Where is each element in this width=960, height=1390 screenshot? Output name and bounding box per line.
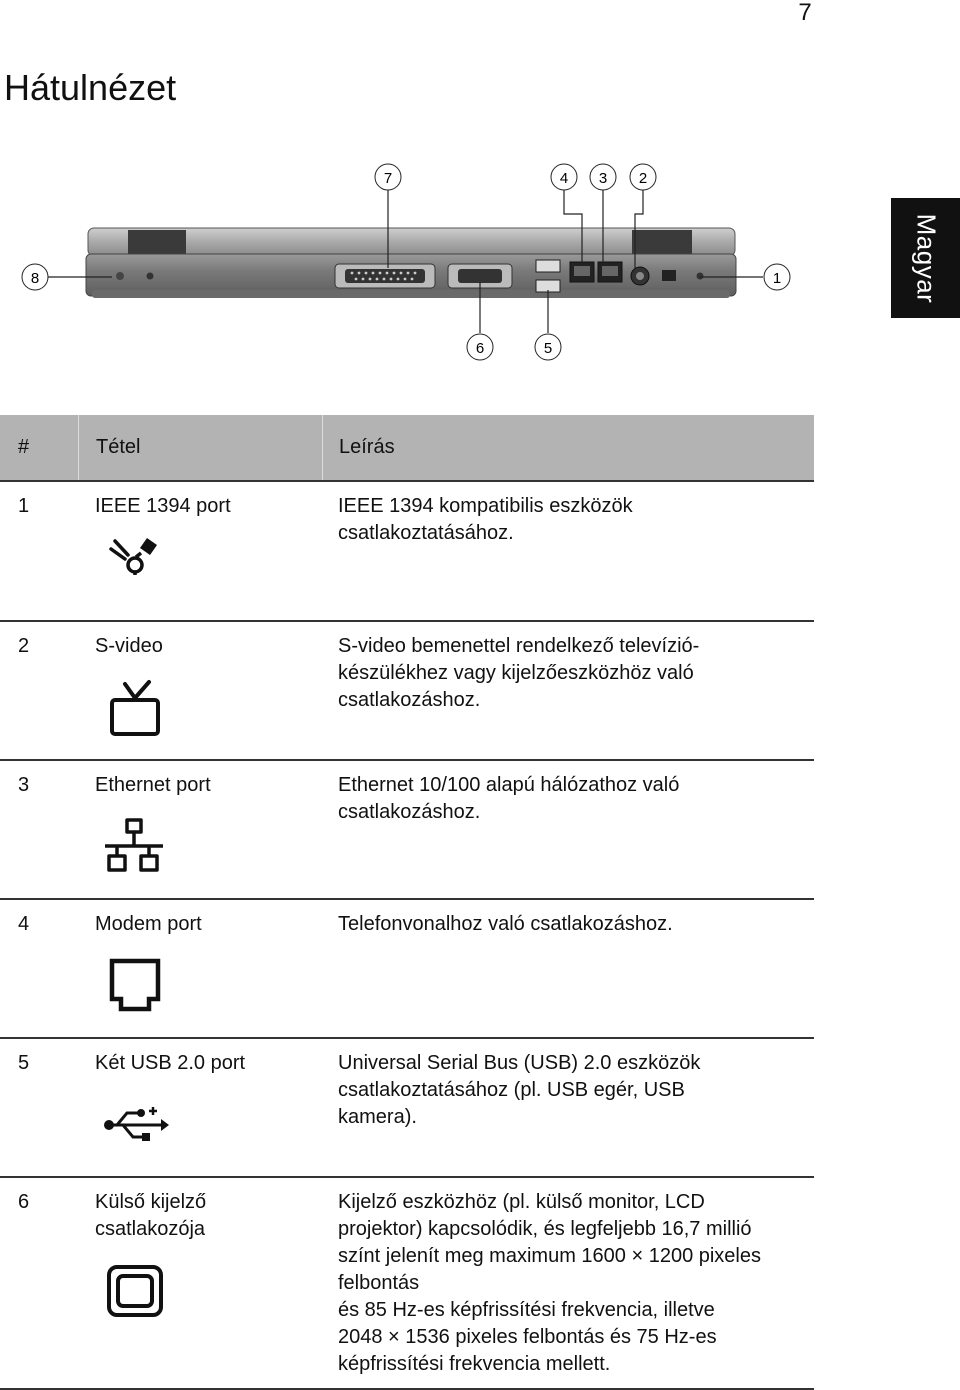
row-item: Két USB 2.0 port [95, 1052, 246, 1074]
row-num: 2 [18, 635, 30, 657]
table-row [0, 900, 814, 1039]
row-desc: Universal Serial Bus (USB) 2.0 eszközök csatlakoztatásához (pl. USB egér, USB kamera). [338, 1052, 701, 1128]
table-row [0, 1039, 814, 1178]
language-tab-label: Magyar [911, 213, 942, 303]
callout-1: 1 [772, 270, 782, 287]
row-item: Külső kijelző csatlakozója [95, 1191, 207, 1240]
ports-table [0, 415, 814, 1390]
row-num: 5 [18, 1052, 30, 1074]
callout-2: 2 [638, 170, 648, 187]
table-row [0, 482, 814, 622]
rear-view-figure [0, 150, 860, 380]
phone-jack-icon [103, 955, 167, 1015]
callout-7: 7 [383, 170, 393, 187]
row-num: 3 [18, 774, 30, 796]
row-num: 4 [18, 913, 30, 935]
callout-3: 3 [598, 170, 608, 187]
row-item: S-video [95, 635, 163, 657]
row-desc: Kijelző eszközhöz (pl. külső monitor, LCD projektor) kapcsolódik, és legfeljebb 16,7 millió színt jelenít meg maximum 1600 × 1200 pixeles felbontás és 85 Hz-es képfrissítési frekvencia, illetve 2048 × 1536 pixeles felbontás és 75 Hz-es képfrissítési frekvencia mellett. [338, 1191, 761, 1375]
row-desc: S-video bemenettel rendelkező televízió- készülékhez vagy kijelzőeszközhöz való csatlakozáshoz. [338, 635, 700, 711]
callout-8: 8 [30, 270, 40, 287]
row-num: 6 [18, 1191, 30, 1213]
row-desc: Telefonvonalhoz való csatlakozáshoz. [338, 913, 673, 935]
network-icon [103, 818, 167, 876]
header-item: Tétel [78, 415, 322, 480]
language-tab [891, 198, 960, 318]
row-desc: Ethernet 10/100 alapú hálózathoz való csatlakozáshoz. [338, 774, 680, 823]
ieee1394-icon [103, 535, 167, 575]
tv-icon [103, 678, 167, 738]
table-row [0, 761, 814, 900]
row-item: IEEE 1394 port [95, 495, 231, 517]
page-title: Hátulnézet [4, 67, 177, 108]
row-desc: IEEE 1394 kompatibilis eszközök csatlakoztatásához. [338, 495, 633, 544]
monitor-icon [103, 1263, 169, 1319]
row-item: Modem port [95, 913, 202, 935]
row-item: Ethernet port [95, 774, 211, 796]
callout-4: 4 [559, 170, 569, 187]
header-desc: Leírás [322, 415, 814, 480]
table-header [0, 415, 814, 482]
usb-icon [103, 1105, 169, 1145]
table-row [0, 1178, 814, 1390]
row-num: 1 [18, 495, 30, 517]
callout-5: 5 [543, 340, 553, 357]
page-number: 7 [798, 0, 812, 26]
laptop-rear-illustration [0, 150, 860, 380]
header-num: # [18, 436, 30, 458]
table-row [0, 622, 814, 761]
callout-6: 6 [475, 340, 485, 357]
